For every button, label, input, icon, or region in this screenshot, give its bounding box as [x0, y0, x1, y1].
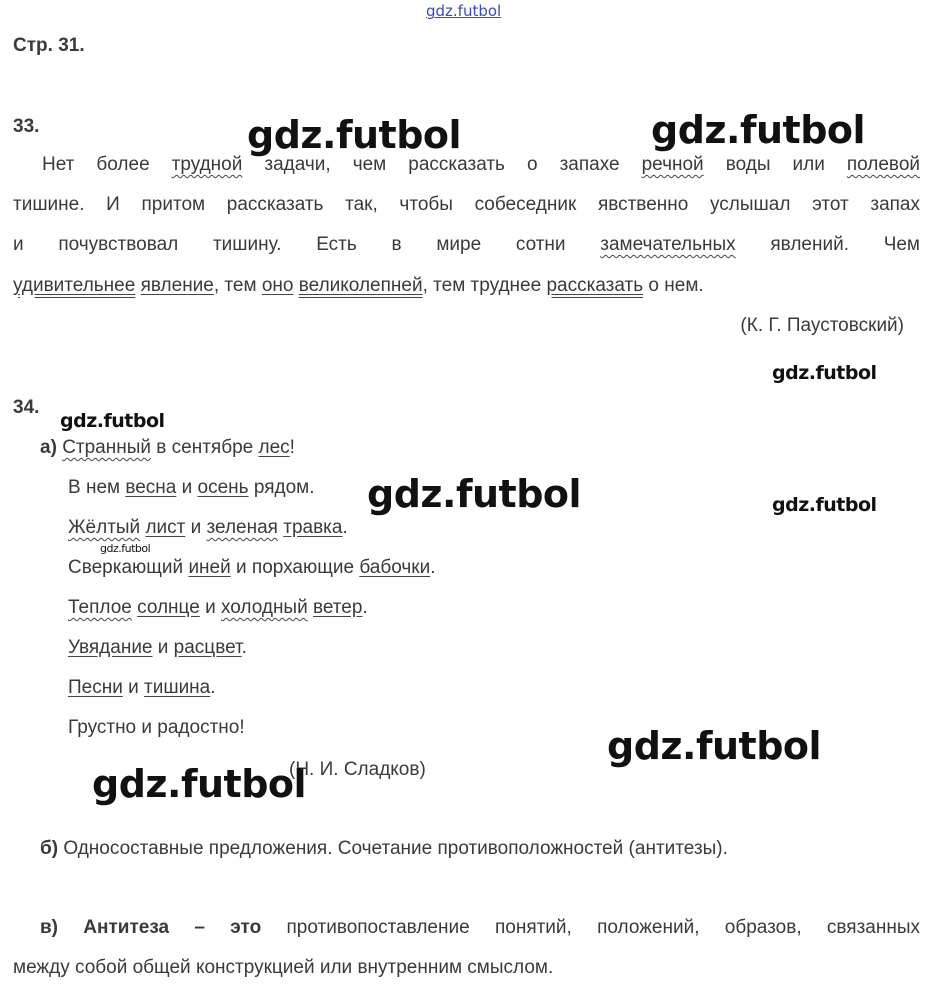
word-underline: Увядание: [68, 637, 153, 658]
text-run: тишине. И притом рассказать так, чтобы собеседник явственно услышал этот запах: [13, 194, 920, 215]
ex34-line-2: [68, 477, 315, 503]
text-run: Сверкающий: [68, 557, 184, 578]
word-underline: солнце: [137, 597, 200, 618]
word-wavy: холодный: [220, 597, 308, 618]
watermark-top[interactable]: gdz.futbol: [426, 2, 502, 20]
text-run: и: [122, 677, 145, 698]
word-underline: явление: [140, 275, 214, 296]
item-label-a: а): [40, 437, 57, 458]
watermark: gdz.futbol: [651, 108, 866, 152]
word-wavy: Теплое: [68, 597, 132, 618]
word-underline: бабочки: [359, 557, 431, 578]
ex33-line-2: [13, 194, 920, 220]
word-underline: ветер: [312, 597, 363, 618]
text-run: , тем труднее: [422, 275, 547, 296]
item-label-b: б): [40, 838, 59, 859]
word-wavy: зеленая: [206, 517, 278, 538]
text-run: порхающие: [251, 557, 355, 578]
text-run: и: [176, 477, 198, 498]
ex34-line-7: [68, 677, 216, 703]
word-double-underline: великолепней: [298, 275, 423, 296]
text-run: противопоставление понятий, положений, образов, связанных: [261, 917, 920, 938]
ex34-line-1: [40, 437, 295, 463]
text-run: .: [210, 677, 216, 698]
watermark: gdz.futbol: [60, 410, 165, 432]
watermark: gdz.futbol: [772, 494, 877, 516]
watermark: gdz.futbol: [772, 362, 877, 384]
word-wavy: полевой: [846, 154, 920, 175]
ex33-line-3: [13, 234, 920, 260]
ex34-part-v-line-1: [13, 917, 920, 943]
ex34-part-b: [40, 838, 728, 860]
text-run: и почувствовал тишину. Есть в мире сотни: [13, 234, 601, 255]
text-run: Нет более: [42, 154, 172, 175]
text-run: воды или: [703, 154, 847, 175]
text-run: задачи, чем рассказать о запахе: [242, 154, 642, 175]
text-run: и: [185, 517, 207, 538]
word-underline: лист: [145, 517, 186, 538]
text-run: и: [152, 637, 174, 658]
watermark: gdz.futbol: [247, 113, 462, 157]
word-underline: лес: [258, 437, 290, 458]
word-wavy: речной: [641, 154, 704, 175]
word-underline: осень: [197, 477, 249, 498]
word-double-underline: рассказать: [546, 275, 644, 296]
text-run: о нем.: [643, 275, 704, 296]
text-run: явлений. Чем: [735, 234, 920, 255]
ex33-author: (К. Г. Паустовский): [740, 315, 904, 336]
text-run: !: [289, 437, 295, 458]
watermark: gdz.futbol: [92, 762, 307, 806]
word-underline: иней: [188, 557, 231, 578]
page-reference: Стр. 31.: [13, 35, 85, 56]
ex34-line-3: [68, 517, 348, 543]
watermark: gdz.futbol: [607, 724, 822, 768]
word-double-underline: удивительнее: [13, 275, 136, 296]
ex34-line-4: [68, 557, 435, 583]
text-run: , тем: [213, 275, 262, 296]
text-run: .: [430, 557, 436, 578]
word-underline: расцвет: [173, 637, 242, 658]
word-wavy: Жёлтый: [68, 517, 141, 538]
watermark: gdz.futbol: [367, 472, 582, 516]
watermark: gdz.futbol: [100, 542, 151, 555]
ex33-line-4: [13, 275, 704, 301]
text-run: .: [342, 517, 348, 538]
text-run: и: [230, 557, 252, 578]
text-run: .: [241, 637, 247, 658]
word-wavy: трудной: [171, 154, 243, 175]
text-run: В нем: [68, 477, 126, 498]
ex34-author: (Н. И. Сладков): [289, 759, 426, 780]
word-underline: оно: [261, 275, 294, 296]
word-underline: тишина: [144, 677, 211, 698]
word-wavy: Странный: [62, 437, 151, 458]
text-run: рядом.: [248, 477, 315, 498]
word-wavy: замечательных: [600, 234, 736, 255]
exercise-34-number: 34.: [13, 397, 40, 418]
text-run: Односоставные предложения. Сочетание противоположностей (антитезы).: [63, 838, 728, 859]
word-underline: весна: [125, 477, 177, 498]
word-underline: Песни: [68, 677, 123, 698]
exercise-33-number: 33.: [13, 116, 40, 137]
text-run: .: [362, 597, 368, 618]
word-underline: травка: [283, 517, 343, 538]
ex33-line-1: [13, 154, 920, 180]
ex34-part-v-line-2: между собой общей конструкцией или внутренним смыслом.: [13, 957, 554, 978]
ex34-line-6: [68, 637, 247, 663]
item-label-v: в) Антитеза – это: [40, 917, 262, 938]
text-run: в сентябре: [151, 437, 259, 458]
text-run: и: [199, 597, 221, 618]
ex34-line-8: Грустно и радостно!: [68, 717, 245, 738]
ex34-line-5: [68, 597, 368, 623]
